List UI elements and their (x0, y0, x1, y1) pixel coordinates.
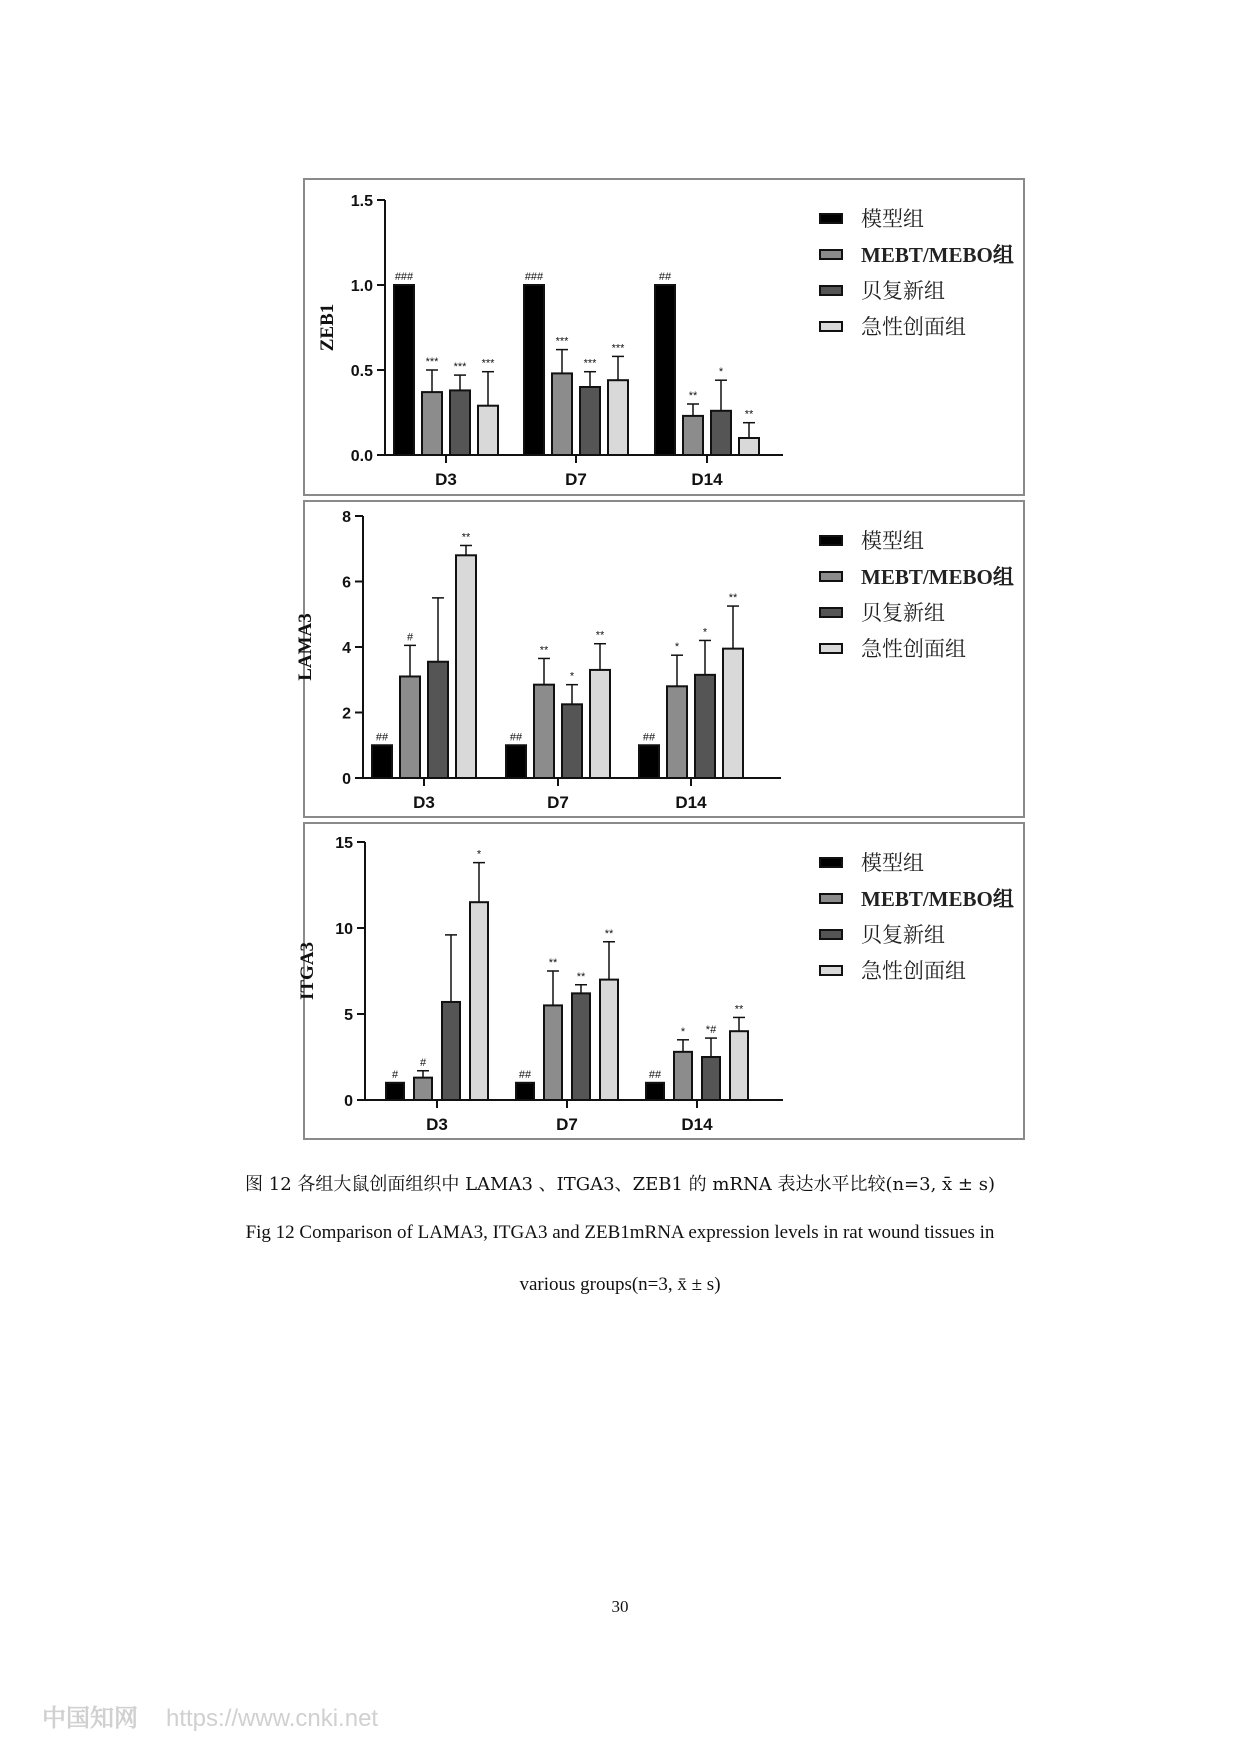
significance-mark: ** (539, 644, 549, 657)
legend-item-beifuxin (819, 594, 1014, 630)
legend-swatch (819, 535, 843, 546)
significance-mark: *# (705, 1024, 717, 1037)
significance-mark: ### (394, 271, 414, 283)
x-tick-label: D3 (426, 1115, 448, 1134)
bar (730, 1031, 748, 1100)
legend (819, 844, 1014, 988)
legend-item-mebt (819, 558, 1014, 594)
significance-mark: ** (744, 408, 754, 421)
legend-label: 急性创面组 (861, 315, 966, 339)
significance-mark: ** (734, 1003, 744, 1016)
legend-swatch (819, 607, 843, 618)
bar (400, 676, 420, 778)
significance-mark: ## (658, 271, 672, 283)
legend-swatch (819, 213, 843, 224)
significance-mark: * (718, 366, 724, 379)
legend-swatch (819, 893, 843, 904)
legend-label: 模型组 (861, 529, 924, 553)
bar (562, 704, 582, 778)
significance-mark: ### (524, 271, 544, 283)
legend-label: MEBT/MEBO组 (861, 565, 1014, 589)
significance-mark: ** (576, 970, 586, 983)
legend-swatch (819, 285, 843, 296)
significance-mark: # (391, 1068, 399, 1081)
legend-swatch (819, 965, 843, 976)
x-tick-label: D7 (556, 1115, 578, 1134)
bar (470, 902, 488, 1100)
y-tick-label: 8 (342, 509, 351, 526)
y-tick-label: 5 (344, 1007, 353, 1024)
significance-mark: ## (642, 731, 656, 744)
legend-swatch (819, 643, 843, 654)
y-tick-label: 0.5 (350, 363, 373, 380)
x-tick-label: D14 (681, 1115, 713, 1134)
x-tick-label: D7 (547, 793, 569, 812)
legend-label: 贝复新组 (861, 279, 945, 303)
significance-mark: *** (425, 356, 439, 368)
significance-mark: *** (555, 335, 569, 348)
y-tick-label: 0.0 (350, 448, 373, 465)
legend-item-model (819, 522, 1014, 558)
legend-swatch (819, 321, 843, 332)
significance-mark: *** (611, 342, 625, 355)
y-axis-label: ZEB1 (317, 303, 338, 352)
significance-mark: ** (604, 927, 614, 940)
bar (655, 285, 675, 455)
bar (456, 555, 476, 778)
y-tick-label: 1.5 (350, 193, 373, 210)
watermark-url: https://www.cnki.net (166, 1705, 379, 1732)
bar (516, 1083, 534, 1100)
y-tick-label: 15 (335, 835, 353, 852)
legend-swatch (819, 571, 843, 582)
significance-mark: # (406, 631, 414, 644)
bar (422, 392, 442, 455)
y-axis-label: ITGA3 (297, 941, 318, 1001)
bar (590, 670, 610, 778)
y-tick-label: 1.0 (350, 278, 373, 295)
legend-label: 急性创面组 (861, 959, 966, 983)
significance-mark: * (569, 670, 575, 683)
bar (739, 438, 759, 455)
y-tick-label: 10 (335, 921, 353, 938)
bar (544, 1005, 562, 1100)
significance-mark: * (702, 626, 708, 639)
legend-item-model (819, 844, 1014, 880)
legend-label: 贝复新组 (861, 601, 945, 625)
bar (478, 406, 498, 455)
figure-caption-cn: 图 12 各组大鼠创面组织中 LAMA3 、ITGA3、ZEB1 的 mRNA 表达水平比较(n=3, x̄ ± s) (245, 1174, 995, 1195)
significance-mark: *** (453, 361, 467, 374)
bar (723, 649, 743, 778)
legend-item-beifuxin (819, 916, 1014, 952)
x-tick-label: D3 (435, 470, 457, 489)
figure-caption-en-line2: various groups(n=3, x̄ ± s) (519, 1274, 721, 1295)
bar (572, 993, 590, 1100)
bar (552, 373, 572, 455)
bar (414, 1078, 432, 1100)
bar (600, 980, 618, 1100)
significance-mark: * (476, 848, 482, 861)
y-tick-label: 2 (342, 705, 351, 723)
legend-swatch (819, 929, 843, 940)
legend-label: MEBT/MEBO组 (861, 243, 1014, 267)
significance-mark: *** (583, 357, 597, 370)
x-tick-label: D14 (675, 793, 707, 812)
significance-mark: ## (648, 1068, 662, 1081)
significance-mark: * (680, 1025, 686, 1038)
legend-item-acute (819, 952, 1014, 988)
significance-mark: ** (728, 592, 738, 605)
legend-label: 贝复新组 (861, 923, 945, 947)
y-tick-label: 6 (342, 574, 351, 592)
bar (394, 285, 414, 455)
significance-mark: ## (509, 731, 523, 744)
page-number: 30 (611, 1597, 629, 1616)
bar (702, 1057, 720, 1100)
legend-item-acute (819, 630, 1014, 666)
chart-panel-itga3 (297, 822, 1025, 1140)
significance-mark: * (674, 641, 680, 654)
bar (674, 1052, 692, 1100)
bar (524, 285, 544, 455)
bar (683, 416, 703, 455)
legend-swatch (819, 857, 843, 868)
bar (695, 675, 715, 778)
legend-label: 模型组 (861, 851, 924, 875)
significance-mark: # (419, 1056, 427, 1069)
bar (667, 686, 687, 778)
bar (608, 380, 628, 455)
significance-mark: ## (518, 1068, 532, 1081)
x-tick-label: D14 (691, 470, 723, 489)
bar (386, 1083, 404, 1100)
legend (819, 522, 1014, 666)
bar (646, 1083, 664, 1100)
legend (819, 200, 1014, 344)
significance-mark: *** (481, 357, 495, 370)
figure-caption-en-line1: Fig 12 Comparison of LAMA3, ITGA3 and ZEB1mRNA expression levels in rat wound tissues in (245, 1222, 995, 1243)
significance-mark: ## (375, 731, 389, 744)
legend-label: MEBT/MEBO组 (861, 887, 1014, 911)
bar (450, 390, 470, 455)
y-tick-label: 0 (344, 1093, 353, 1110)
bar (506, 745, 526, 778)
significance-mark: ** (595, 629, 605, 642)
chart-panel-lama3 (295, 500, 1025, 818)
bar (372, 745, 392, 778)
significance-mark: ** (461, 531, 471, 544)
bar (639, 745, 659, 778)
y-axis-label: LAMA3 (295, 613, 316, 681)
bar (442, 1002, 460, 1100)
significance-mark: ** (548, 957, 558, 969)
y-tick-label: 0 (342, 771, 351, 788)
bar (428, 662, 448, 778)
legend-label: 急性创面组 (861, 637, 966, 661)
legend-item-model (819, 200, 1014, 236)
bar (534, 685, 554, 778)
legend-label: 模型组 (861, 207, 924, 231)
watermark (42, 1698, 378, 1733)
x-tick-label: D7 (565, 470, 587, 489)
bar (711, 411, 731, 455)
watermark-logo-text: 中国知网 (42, 1704, 138, 1732)
legend-swatch (819, 249, 843, 260)
chart-panel-zeb1 (303, 178, 1025, 496)
legend-item-mebt (819, 236, 1014, 272)
legend-item-beifuxin (819, 272, 1014, 308)
bar (580, 387, 600, 455)
significance-mark: ** (688, 390, 698, 402)
legend-item-mebt (819, 880, 1014, 916)
x-tick-label: D3 (413, 793, 435, 812)
y-tick-label: 4 (342, 640, 351, 657)
legend-item-acute (819, 308, 1014, 344)
